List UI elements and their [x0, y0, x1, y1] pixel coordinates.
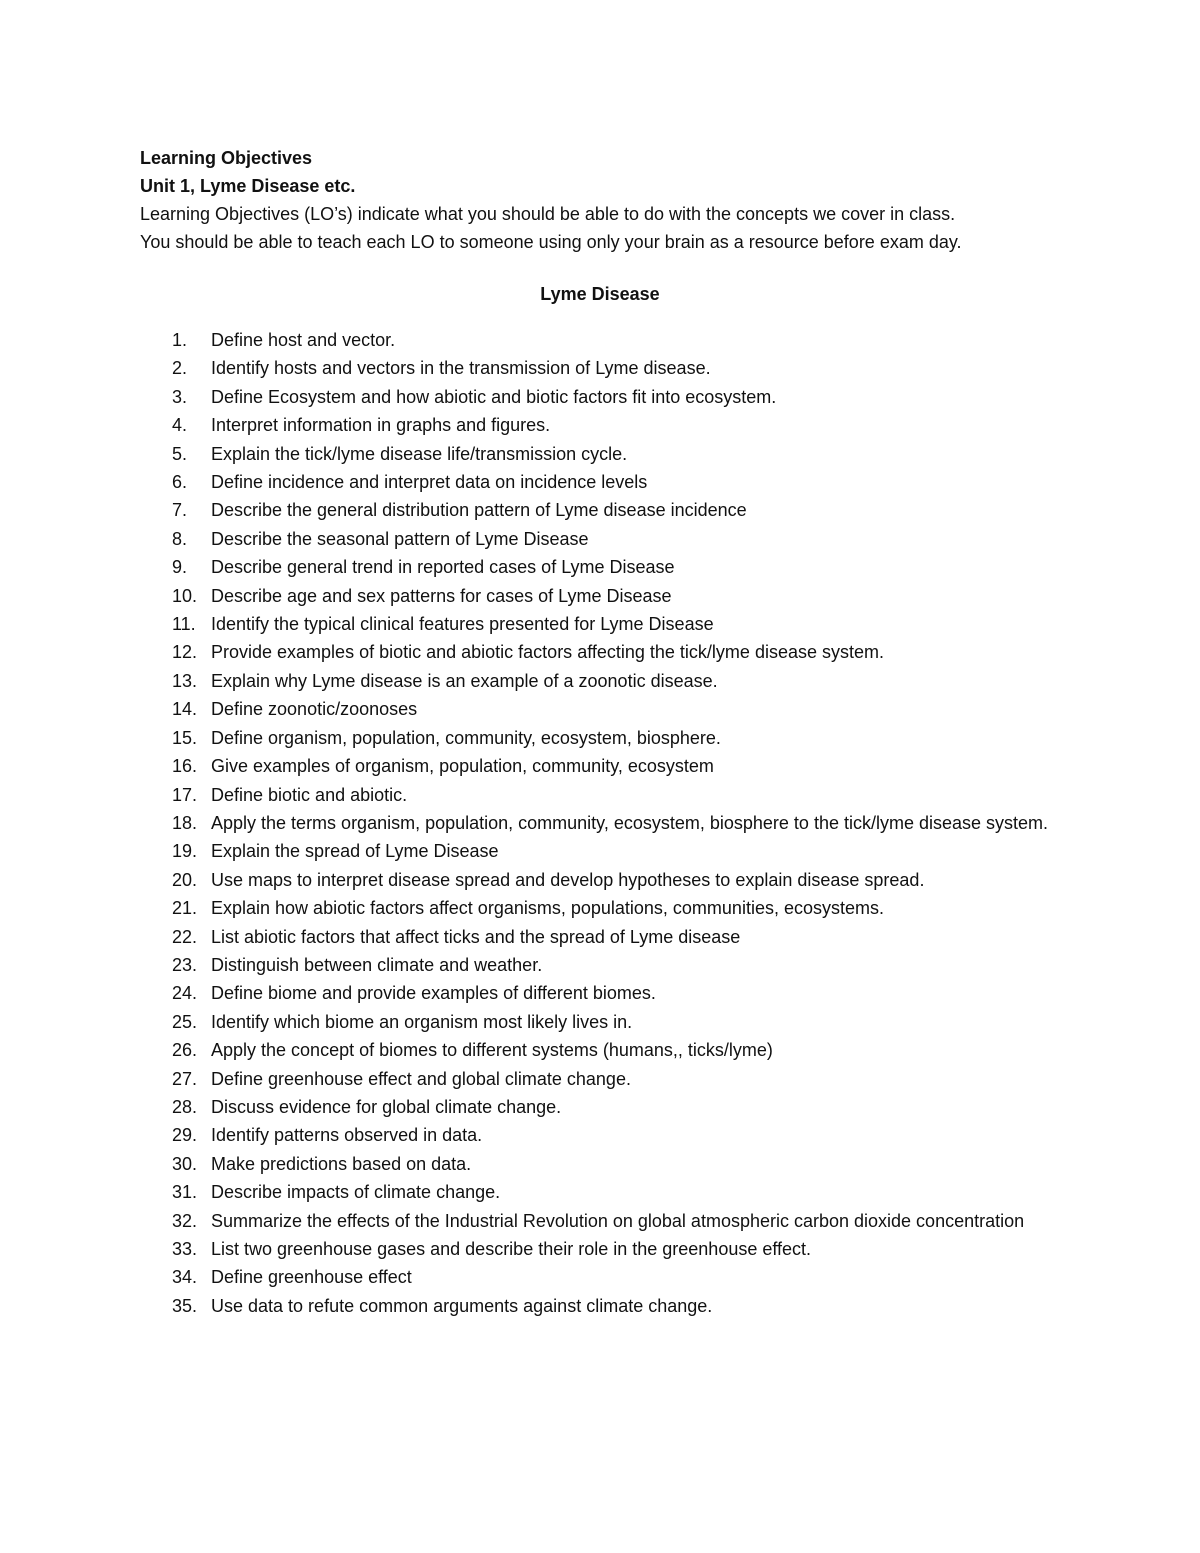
objective-item [140, 781, 1060, 809]
objective-number: 17. [172, 784, 198, 805]
objective-text: Define biome and provide examples of different biomes. [211, 983, 656, 1004]
objective-item [140, 1235, 1060, 1263]
objective-text: Describe age and sex patterns for cases of Lyme Disease [211, 585, 672, 606]
objective-item [140, 1093, 1060, 1121]
objective-text: Summarize the effects of the Industrial Revolution on global atmospheric carbon dioxide concentration [211, 1210, 1025, 1231]
objective-number: 16. [172, 756, 198, 777]
objective-text: Define greenhouse effect and global climate change. [211, 1068, 631, 1089]
objective-item [140, 1150, 1060, 1178]
objective-item [140, 610, 1060, 638]
objective-item [140, 1008, 1060, 1036]
objective-text: Define host and vector. [211, 330, 396, 350]
objective-number: 2. [172, 358, 188, 379]
objective-item [140, 724, 1060, 752]
objective-text: Give examples of organism, population, community, ecosystem [211, 756, 714, 777]
objective-item [140, 752, 1060, 780]
objective-number: 10. [172, 585, 198, 606]
objective-number: 33. [172, 1239, 198, 1259]
objective-number: 31. [172, 1182, 198, 1203]
objective-text: List abiotic factors that affect ticks and the spread of Lyme disease [211, 926, 741, 947]
objective-number: 27. [172, 1068, 198, 1089]
objective-item [140, 582, 1060, 610]
objective-item [140, 638, 1060, 666]
objective-text: Make predictions based on data. [211, 1153, 472, 1174]
objective-number: 12. [172, 642, 198, 663]
objective-number: 11. [172, 614, 196, 635]
objective-text: Identify patterns observed in data. [211, 1125, 483, 1146]
objective-number: 4. [172, 415, 188, 436]
objective-item [140, 354, 1060, 382]
objective-number: 19. [172, 841, 198, 862]
objective-number: 23. [172, 954, 198, 975]
objective-text: Define incidence and interpret data on incidence levels [211, 472, 648, 493]
document-title: Learning Objectives [140, 148, 313, 168]
objective-item [140, 951, 1060, 979]
objective-text: Describe impacts of climate change. [211, 1182, 501, 1203]
objective-number: 13. [172, 670, 198, 691]
intro-line-2: You should be able to teach each LO to someone using only your brain as a resource before exam day. [140, 232, 962, 252]
objective-number: 29. [172, 1125, 198, 1146]
objective-text: Identify the typical clinical features presented for Lyme Disease [211, 614, 714, 635]
objective-text: Describe the seasonal pattern of Lyme Disease [211, 528, 589, 549]
objective-number: 7. [172, 500, 188, 521]
objective-number: 28. [172, 1096, 198, 1117]
objective-item [140, 809, 1060, 837]
objective-text: Use maps to interpret disease spread and develop hypotheses to explain disease spread. [211, 869, 925, 890]
objective-number: 14. [172, 699, 198, 720]
objective-number: 1. [172, 330, 188, 350]
objective-text: Describe general trend in reported cases of Lyme Disease [211, 557, 675, 578]
objective-number: 26. [172, 1040, 198, 1061]
objective-text: Explain how abiotic factors affect organisms, populations, communities, ecosystems. [211, 898, 884, 919]
objective-text: Identify hosts and vectors in the transmission of Lyme disease. [211, 358, 711, 379]
objective-text: Apply the concept of biomes to different systems (humans,, ticks/lyme) [211, 1040, 773, 1061]
objective-text: List two greenhouse gases and describe their role in the greenhouse effect. [211, 1239, 812, 1259]
objective-number: 8. [172, 528, 188, 549]
objective-item [140, 553, 1060, 581]
objective-text: Provide examples of biotic and abiotic factors affecting the tick/lyme disease system. [211, 642, 884, 663]
objectives-list [140, 326, 1060, 1320]
objective-text: Identify which biome an organism most likely lives in. [211, 1011, 633, 1032]
objective-number: 22. [172, 926, 198, 947]
objective-item [140, 837, 1060, 865]
objective-item [140, 1065, 1060, 1093]
objective-text: Define Ecosystem and how abiotic and biotic factors fit into ecosystem. [211, 386, 777, 407]
objective-number: 5. [172, 443, 188, 464]
objective-number: 30. [172, 1153, 198, 1174]
objective-item [140, 440, 1060, 468]
objective-number: 20. [172, 869, 198, 890]
objective-number: 24. [172, 983, 198, 1004]
objective-number: 6. [172, 472, 188, 493]
objective-item [140, 1292, 1060, 1320]
objective-item [140, 1121, 1060, 1149]
document-content [140, 144, 1060, 1320]
objective-item [140, 1178, 1060, 1206]
objective-text: Discuss evidence for global climate change. [211, 1096, 562, 1117]
objective-text: Define biotic and abiotic. [211, 784, 408, 805]
objective-number: 32. [172, 1210, 198, 1231]
objective-text: Distinguish between climate and weather. [211, 954, 543, 975]
objective-number: 15. [172, 727, 198, 748]
objective-item [140, 979, 1060, 1007]
objective-item [140, 923, 1060, 951]
objective-item [140, 383, 1060, 411]
section-title: Lyme Disease [540, 284, 660, 304]
objective-number: 35. [172, 1295, 198, 1316]
objective-item [140, 525, 1060, 553]
objective-text: Explain the spread of Lyme Disease [211, 841, 499, 862]
unit-heading: Unit 1, Lyme Disease etc. [140, 176, 356, 196]
objective-item [140, 326, 1060, 354]
objective-number: 34. [172, 1267, 198, 1288]
intro-line-1: Learning Objectives (LO’s) indicate what you should be able to do with the concepts we cover in class. [140, 204, 956, 224]
objective-text: Define greenhouse effect [211, 1267, 412, 1288]
objective-item [140, 496, 1060, 524]
objective-text: Explain why Lyme disease is an example of a zoonotic disease. [211, 670, 718, 691]
objective-item [140, 468, 1060, 496]
objective-item [140, 695, 1060, 723]
objective-item [140, 1036, 1060, 1064]
objective-text: Explain the tick/lyme disease life/transmission cycle. [211, 443, 628, 464]
objective-text: Define organism, population, community, ecosystem, biosphere. [211, 727, 721, 748]
objective-text: Apply the terms organism, population, community, ecosystem, biosphere to the tick/lyme disease system. [211, 812, 1049, 833]
objective-item [140, 411, 1060, 439]
objective-item [140, 866, 1060, 894]
objective-number: 18. [172, 812, 198, 833]
objective-text: Describe the general distribution pattern of Lyme disease incidence [211, 500, 747, 521]
objective-text: Interpret information in graphs and figures. [211, 415, 551, 436]
objective-number: 3. [172, 386, 188, 407]
objective-item [140, 1263, 1060, 1291]
objective-number: 9. [172, 557, 188, 578]
objective-item [140, 667, 1060, 695]
objective-number: 25. [172, 1011, 198, 1032]
objective-item [140, 894, 1060, 922]
objective-number: 21. [172, 898, 198, 919]
objective-item [140, 1207, 1060, 1235]
objective-text: Define zoonotic/zoonoses [211, 699, 418, 720]
objective-text: Use data to refute common arguments against climate change. [211, 1295, 713, 1316]
